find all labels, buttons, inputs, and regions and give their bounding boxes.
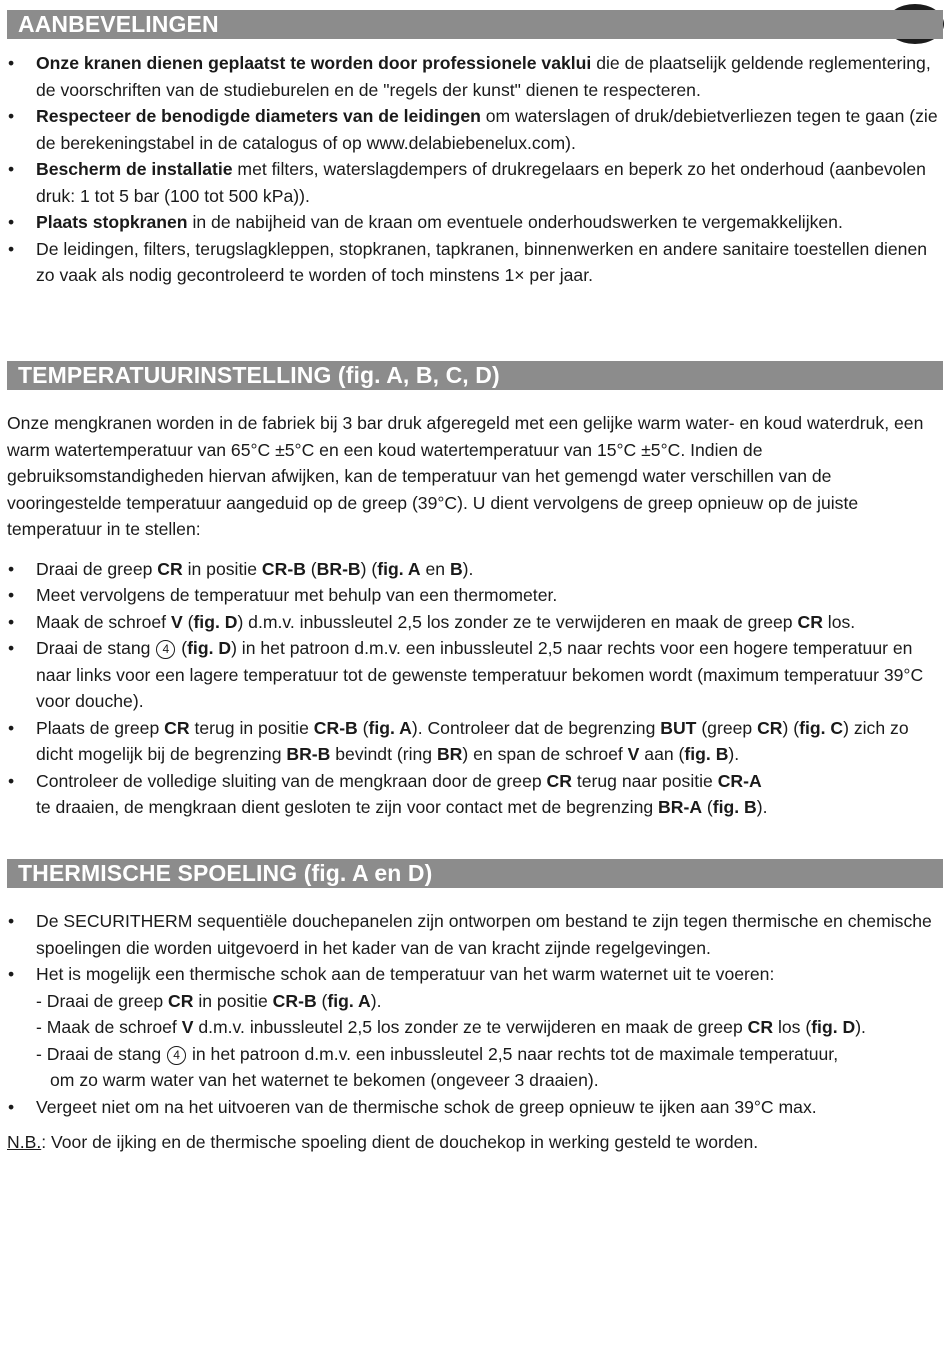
text-run: ( — [316, 990, 328, 1011]
emphasis-text: fig. C — [799, 717, 844, 738]
emphasis-text: V — [181, 1017, 194, 1037]
emphasis-text: fig. D — [811, 1017, 856, 1037]
emphasis-text: CR — [157, 558, 183, 579]
emphasis-text: BR-B — [286, 744, 331, 764]
text-run: Draai de stang — [36, 638, 156, 658]
text-run: (greep — [696, 717, 758, 738]
list-item — [7, 768, 943, 821]
list-item — [7, 961, 943, 1094]
emphasis-text: fig. A — [327, 990, 371, 1011]
item-text: Het is mogelijk een thermische schok aan de temperatuur van het warm waternet uit te voeren: — [36, 964, 775, 984]
text-run: ). — [728, 744, 740, 764]
section-header-aanbevelingen — [7, 10, 943, 39]
text-run: in positie — [193, 990, 273, 1011]
item-emphasis: Respecteer de benodigde diameters van de leidingen — [36, 106, 481, 126]
item-text: die de plaatselijk geldende reglementering, de voorschriften van de studieburelen en de "regels der kunst" dienen te respecteren. — [36, 53, 931, 100]
list-item — [7, 103, 943, 156]
text-run: ( — [702, 797, 713, 817]
emphasis-text: CR-B — [313, 717, 358, 738]
text-run: ). — [756, 797, 768, 817]
item-emphasis: Plaats stopkranen — [36, 212, 188, 232]
spoeling-list — [7, 908, 943, 1120]
sub-step — [36, 988, 943, 1015]
item-text: met filters, waterslagdempers of drukregelaars en beperk zo het onderhoud (aanbevolen druk: 1 tot 5 bar (100 tot 500 kPa)). — [36, 159, 926, 206]
section-title: THERMISCHE SPOELING (fig. A en D) — [18, 860, 433, 886]
item-text: in de nabijheid van de kraan om eventuele onderhoudswerken te vergemakkelijken. — [187, 212, 843, 232]
emphasis-text: fig. A — [377, 558, 421, 579]
item-emphasis: Bescherm de installatie — [36, 159, 233, 179]
list-item — [7, 1094, 943, 1121]
aanbevelingen-list — [7, 50, 943, 289]
list-item — [7, 908, 943, 961]
list-item — [7, 635, 943, 715]
text-run: - Maak de schroef — [36, 1017, 182, 1037]
text-run: los. — [822, 611, 856, 632]
list-item — [7, 50, 943, 103]
item-text: om waterslagen of druk/debietverliezen tegen te gaan (zie de berekeningstabel in de catalogus of op www.delabiebenelux.com). — [36, 106, 938, 153]
text-run: Plaats de greep — [36, 717, 165, 738]
text-run: ( — [182, 611, 194, 632]
text-run: d.m.v. inbussleutel 2,5 los zonder ze te verwijderen en maak de greep — [193, 1017, 748, 1037]
text-run: in positie — [182, 558, 262, 579]
text-run: ( — [176, 638, 188, 658]
emphasis-text: fig. B — [712, 797, 757, 817]
list-item — [7, 236, 943, 289]
emphasis-text: BUT — [660, 717, 697, 738]
text-run: Draai de greep — [36, 558, 158, 579]
emphasis-text: V — [170, 611, 183, 632]
emphasis-text: CR-B — [272, 990, 317, 1011]
spoeling-body — [7, 908, 943, 1156]
section-header-temperatuurinstelling — [7, 361, 943, 390]
emphasis-text: B — [449, 558, 463, 579]
text-run: terug naar positie — [571, 770, 718, 791]
temperatuur-intro: Onze mengkranen worden in de fabriek bij 3 bar druk afgeregeld met een gelijke warm water- en koud waterdruk, een warm watertemperatuur van 65°C ±5°C en een koud watertemperatuur van 15°C ±5°C. Indien de gebruiksomstandigheden hiervan afwijken, kan de temperatuur van het gemengd water verschillen van de vooringestelde temperatuur aangeduid op de greep (39°C). U dient vervolgens de greep opnieuw op de juiste temperatuur in te stellen: — [7, 413, 924, 539]
emphasis-text: CR — [546, 770, 572, 791]
text-run: Meet vervolgens de temperatuur met behulp van een thermometer. — [36, 585, 558, 605]
sub-step — [36, 1014, 943, 1041]
list-item — [7, 582, 943, 609]
item-emphasis: Onze kranen dienen geplaatst te worden door professionele vaklui — [36, 53, 592, 73]
emphasis-text: fig. A — [368, 717, 412, 738]
emphasis-text: CR — [797, 611, 823, 632]
sub-steps — [36, 988, 943, 1094]
emphasis-text: BR — [436, 744, 463, 764]
list-item — [7, 209, 943, 236]
text-run: ) ( — [360, 558, 378, 579]
emphasis-text: BR-B — [316, 558, 361, 579]
section-header-thermische-spoeling — [7, 859, 943, 888]
text-run: en — [420, 558, 450, 579]
text-run: bevindt (ring — [330, 744, 437, 764]
emphasis-text: fig. D — [187, 638, 232, 658]
text-run: aan ( — [639, 744, 685, 764]
text-run: Maak de schroef — [36, 611, 171, 632]
text-run: ) en span de schroef — [462, 744, 628, 764]
list-item — [7, 715, 943, 768]
text-run: te draaien, de mengkraan dient gesloten te zijn voor contact met de begrenzing — [36, 797, 659, 817]
item-text: Vergeet niet om na het uitvoeren van de thermische schok de greep opnieuw te ijken aan 39°C max. — [36, 1096, 817, 1117]
text-run: terug in positie — [189, 717, 314, 738]
text-run: ) in het patroon d.m.v. een inbussleutel 2,5 naar rechts voor een hogere temperatuur en naar links voor een lagere temperatuur tot de gewenste temperatuur bekomen wordt (maximum temperatuur 39°C voor douche). — [36, 638, 924, 711]
text-run: ) zich zo dicht mogelijk bij de begrenzing — [36, 717, 909, 764]
section-title: AANBEVELINGEN — [18, 11, 219, 37]
emphasis-text: V — [627, 744, 640, 764]
text-run: ) d.m.v. inbussleutel 2,5 los zonder ze te verwijderen en maak de greep — [237, 611, 798, 632]
section-title: TEMPERATUURINSTELLING (fig. A, B, C, D) — [18, 362, 500, 388]
text-run: - Draai de greep — [36, 990, 169, 1011]
emphasis-text: CR — [747, 1017, 774, 1037]
emphasis-text: BR-A — [658, 797, 703, 817]
sub-step — [36, 1041, 943, 1094]
text-run: los ( — [773, 1017, 812, 1037]
item-text: De SECURITHERM sequentiële douchepanelen zijn ontworpen om bestand te zijn tegen thermische en chemische spoelingen die worden uitgevoerd in het kader van de van kracht zijnde regelgevingen. — [36, 911, 932, 958]
circled-number: 4 — [156, 640, 175, 659]
temperatuur-list — [7, 556, 943, 821]
item-text: De leidingen, filters, terugslagkleppen, stopkranen, tapkranen, binnenwerken en andere sanitaire toestellen dienen zo vaak als nodig gecontroleerd te worden of toch minstens 1× per jaar. — [36, 238, 928, 285]
text-run: ( — [357, 717, 369, 738]
emphasis-text: fig. B — [684, 744, 729, 764]
nb-label: N.B. — [7, 1132, 42, 1152]
emphasis-text: fig. D — [193, 611, 238, 632]
list-item — [7, 609, 943, 636]
emphasis-text: CR-B — [261, 558, 306, 579]
circled-number: 4 — [167, 1046, 186, 1065]
text-run: in het patroon d.m.v. een inbussleutel 2,5 naar rechts tot de maximale temperatuur, — [187, 1043, 839, 1064]
aanbevelingen-body — [7, 50, 943, 289]
nb-note — [7, 1129, 943, 1156]
temperatuur-body — [7, 410, 943, 821]
sub-step-continuation — [36, 1067, 943, 1094]
emphasis-text: CR-A — [717, 770, 762, 791]
text-run: - Draai de stang — [36, 1043, 167, 1064]
emphasis-text: CR — [757, 717, 783, 738]
emphasis-text: CR — [168, 990, 194, 1011]
text-run: ). — [462, 558, 474, 579]
text-run: ). — [370, 990, 382, 1011]
text-run: om zo warm water van het waternet te bekomen (ongeveer 3 draaien). — [50, 1070, 599, 1090]
list-item — [7, 556, 943, 583]
list-item — [7, 156, 943, 209]
text-run: ). — [855, 1017, 866, 1037]
text-run: ( — [305, 558, 317, 579]
text-run: Controleer de volledige sluiting van de mengkraan door de greep — [36, 770, 547, 791]
nb-text: : Voor de ijking en de thermische spoeling dient de douchekop in werking gesteld te worden. — [41, 1132, 759, 1152]
emphasis-text: CR — [164, 717, 190, 738]
text-run: ). Controleer dat de begrenzing — [411, 717, 661, 738]
text-run: ) ( — [782, 717, 800, 738]
